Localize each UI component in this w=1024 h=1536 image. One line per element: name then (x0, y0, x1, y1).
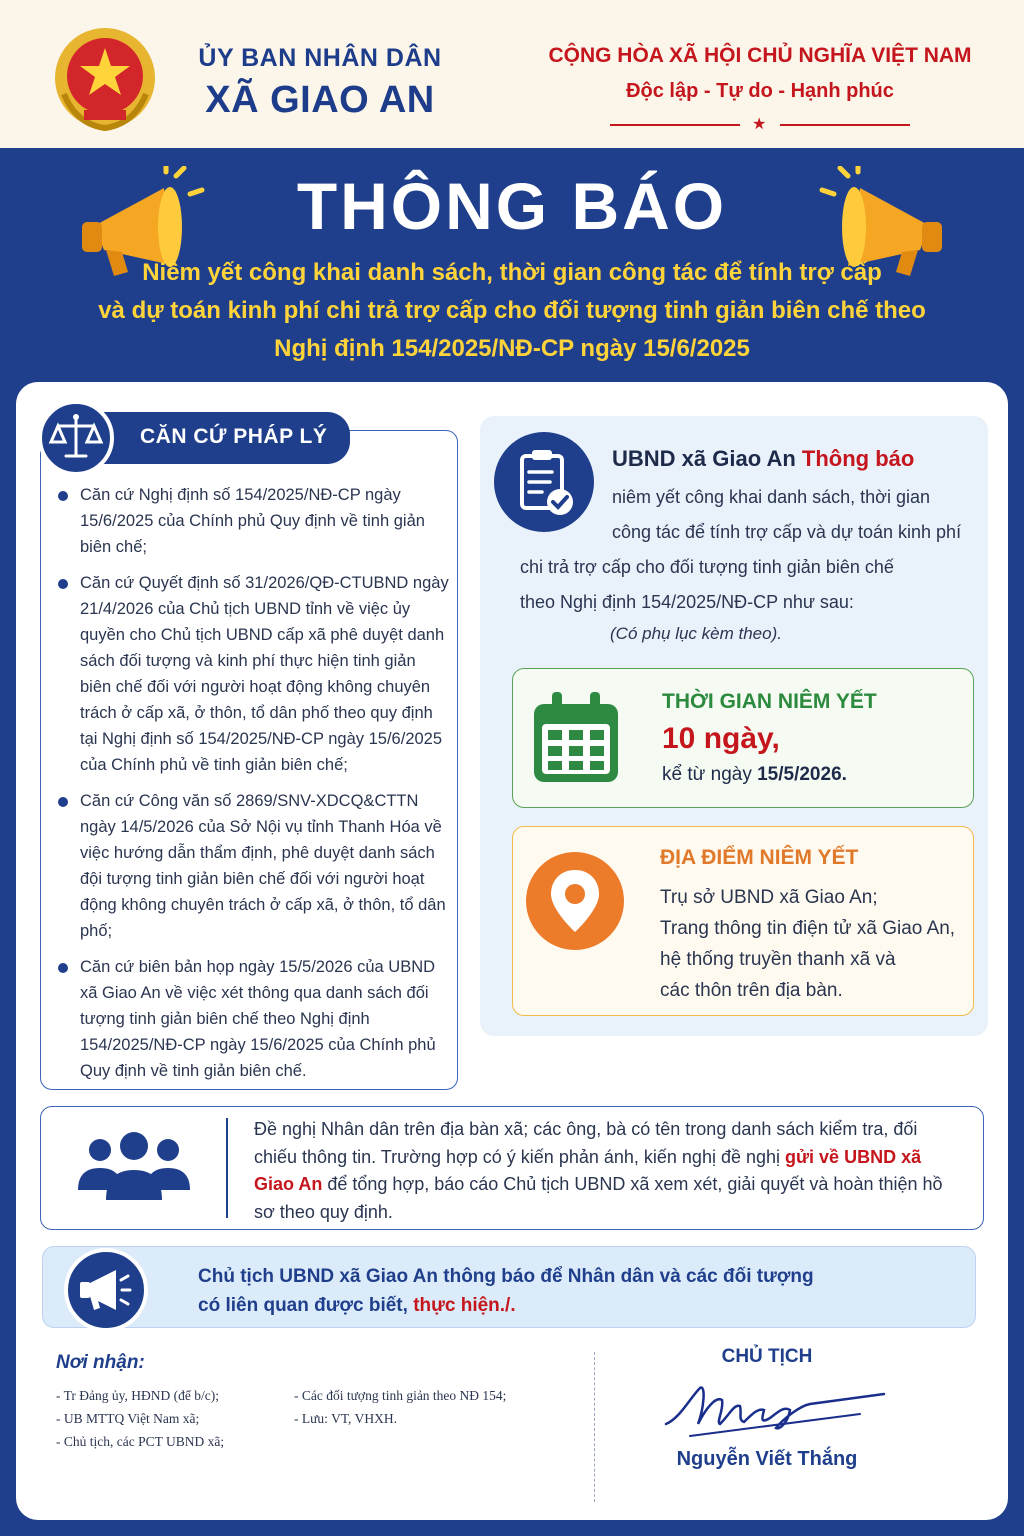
notice-line: theo Nghị định 154/2025/NĐ-CP như sau: (520, 592, 854, 612)
notice-heading-issuer: UBND xã Giao An (612, 446, 796, 471)
calendar-icon (528, 688, 624, 788)
request-text (254, 1116, 954, 1226)
motto-underline (610, 117, 910, 131)
nation-name: CỘNG HÒA XÃ HỘI CHỦ NGHĨA VIỆT NAM (548, 44, 972, 67)
star-icon: ★ (752, 116, 767, 133)
notice-line: niêm yết công khai danh sách, thời gian (612, 487, 930, 507)
recipient-item: - UB MTTQ Việt Nam xã; (56, 1411, 200, 1426)
list-item: Căn cứ Quyết định số 31/2026/QĐ-CTUBND ngày 21/4/2026 của Chủ tịch UBND tỉnh về việc ủy quyền cho Chủ tịch UBND cấp xã phê duyệt danh sách đối tượng và kinh phí thực hiện tinh giản biên chế đối với người hoạt động không chuyên trách ở cấp xã, ở thôn, tổ dân phố theo quy định tại Nghị định số 154/2025/NĐ-CP ngày 15/6/2025 của Chính phủ về tinh giản biên chế; (58, 570, 450, 778)
issuing-organization (190, 44, 450, 122)
posting-start (662, 764, 847, 786)
posting-place-title: ĐỊA ĐIỂM NIÊM YẾT (660, 846, 859, 869)
signer-role: CHỦ TỊCH (721, 1346, 813, 1367)
recipient-item: - Các đối tượng tinh giản theo NĐ 154; (294, 1388, 507, 1403)
request-recipient: gửi về UBND xã Giao An (254, 1146, 922, 1194)
notice-body (520, 480, 970, 620)
posting-place-line: Trang thông tin điện tử xã Giao An, (660, 918, 956, 939)
posting-place-line: Trụ sở UBND xã Giao An; (660, 887, 878, 908)
posting-start-label: kể từ ngày (662, 764, 752, 785)
recipient-item: - Tr Đảng ủy, HĐND (để b/c); (56, 1388, 219, 1403)
national-motto (548, 44, 972, 131)
national-emblem-icon (46, 24, 164, 136)
request-divider (226, 1118, 228, 1218)
recipient-item: - Lưu: VT, VHXH. (294, 1411, 397, 1426)
notice-line: chi trả trợ cấp cho đối tượng tinh giản biên chế (520, 557, 894, 577)
document-header (0, 0, 1024, 148)
nation-motto: Độc lập - Tự do - Hạnh phúc (626, 80, 894, 102)
list-item: Căn cứ Nghị định số 154/2025/NĐ-CP ngày 15/6/2025 của Chính phủ Quy định về tinh giản biên chế; (58, 482, 450, 560)
location-icon-circle (526, 852, 624, 950)
posting-place-line: hệ thống truyền thanh xã và (660, 949, 896, 970)
announcement-text (198, 1262, 938, 1320)
handwritten-signature (660, 1378, 890, 1440)
megaphone-icon (68, 1252, 144, 1328)
people-group-icon (72, 1128, 196, 1208)
posting-duration: 10 ngày, (662, 722, 780, 755)
subtitle-line: Niêm yết công khai danh sách, thời gian công tác để tính trợ cấp (142, 259, 882, 286)
list-item: Căn cứ Công văn số 2869/SNV-XDCQ&CTTN ngày 14/5/2026 của Sở Nội vụ tỉnh Thanh Hóa về việc hướng dẫn thẩm định, phê duyệt danh sách đội tượng tinh giản biên chế đối với người hoạt động không chuyên trách ở cấp xã, ở thôn, tổ dân phố; (58, 788, 450, 944)
notice-heading (612, 446, 914, 472)
recipient-item: - Chủ tịch, các PCT UBND xã; (56, 1434, 225, 1449)
legal-basis-list (58, 482, 450, 1094)
notice-heading-action: Thông báo (801, 446, 915, 471)
page-subtitle (60, 254, 964, 368)
signer-name: Nguyễn Viết Thắng (676, 1448, 858, 1470)
legal-basis-title: CĂN CỨ PHÁP LÝ (140, 425, 328, 448)
legal-icon-circle (38, 400, 114, 476)
subtitle-line: và dự toán kinh phí chi trả trợ cấp cho đối tượng tinh giản biên chế theo (98, 297, 926, 324)
org-name-line1: ỦY BAN NHÂN DÂN (198, 44, 442, 72)
notice-line: công tác để tính trợ cấp và dự toán kinh phí (612, 522, 962, 542)
announcement-icon-circle (64, 1248, 148, 1332)
map-pin-icon (526, 852, 624, 950)
list-item: Căn cứ biên bản họp ngày 15/5/2026 của UBND xã Giao An về việc xét thông qua danh sách đối tượng tinh giản biên chế theo Nghị định 154/2025/NĐ-CP ngày 15/6/2025 của Chính phủ Quy định về tinh giản biên chế. (58, 954, 450, 1084)
recipients-title: Nơi nhận: (56, 1352, 145, 1373)
posting-place-list (660, 882, 970, 1006)
posting-place-line: các thôn trên địa bàn. (660, 980, 843, 1001)
announcement-action: thực hiện./. (413, 1295, 516, 1316)
subtitle-line: Nghị định 154/2025/NĐ-CP ngày 15/6/2025 (274, 335, 750, 362)
posting-start-date: 15/5/2026. (757, 764, 847, 785)
announcement-line-part: có liên quan được biết, (198, 1295, 408, 1316)
request-text-part: để tổng hợp, báo cáo Chủ tịch UBND xã xem xét, giải quyết và hoàn thiện hồ sơ theo quy định. (254, 1174, 943, 1222)
page-title: THÔNG BÁO (296, 169, 728, 243)
recipients-column-1 (56, 1384, 224, 1453)
signature-divider (594, 1352, 595, 1502)
appendix-note: (Có phụ lục kèm theo). (610, 624, 782, 643)
scales-of-justice-icon (42, 404, 110, 472)
announcement-line: Chủ tịch UBND xã Giao An thông báo để Nhân dân và các đối tượng (198, 1266, 814, 1287)
announcement-line (198, 1291, 938, 1320)
posting-time-title: THỜI GIAN NIÊM YẾT (662, 690, 877, 713)
org-name-line2: XÃ GIAO AN (205, 79, 435, 121)
recipients-column-2 (294, 1384, 506, 1430)
request-text-part: Đề nghị Nhân dân trên địa bàn xã; các ông, bà có tên trong danh sách kiểm tra, đối chiếu thông tin. Trường hợp có ý kiến phản ánh, kiến nghị đề nghị (254, 1119, 918, 1167)
